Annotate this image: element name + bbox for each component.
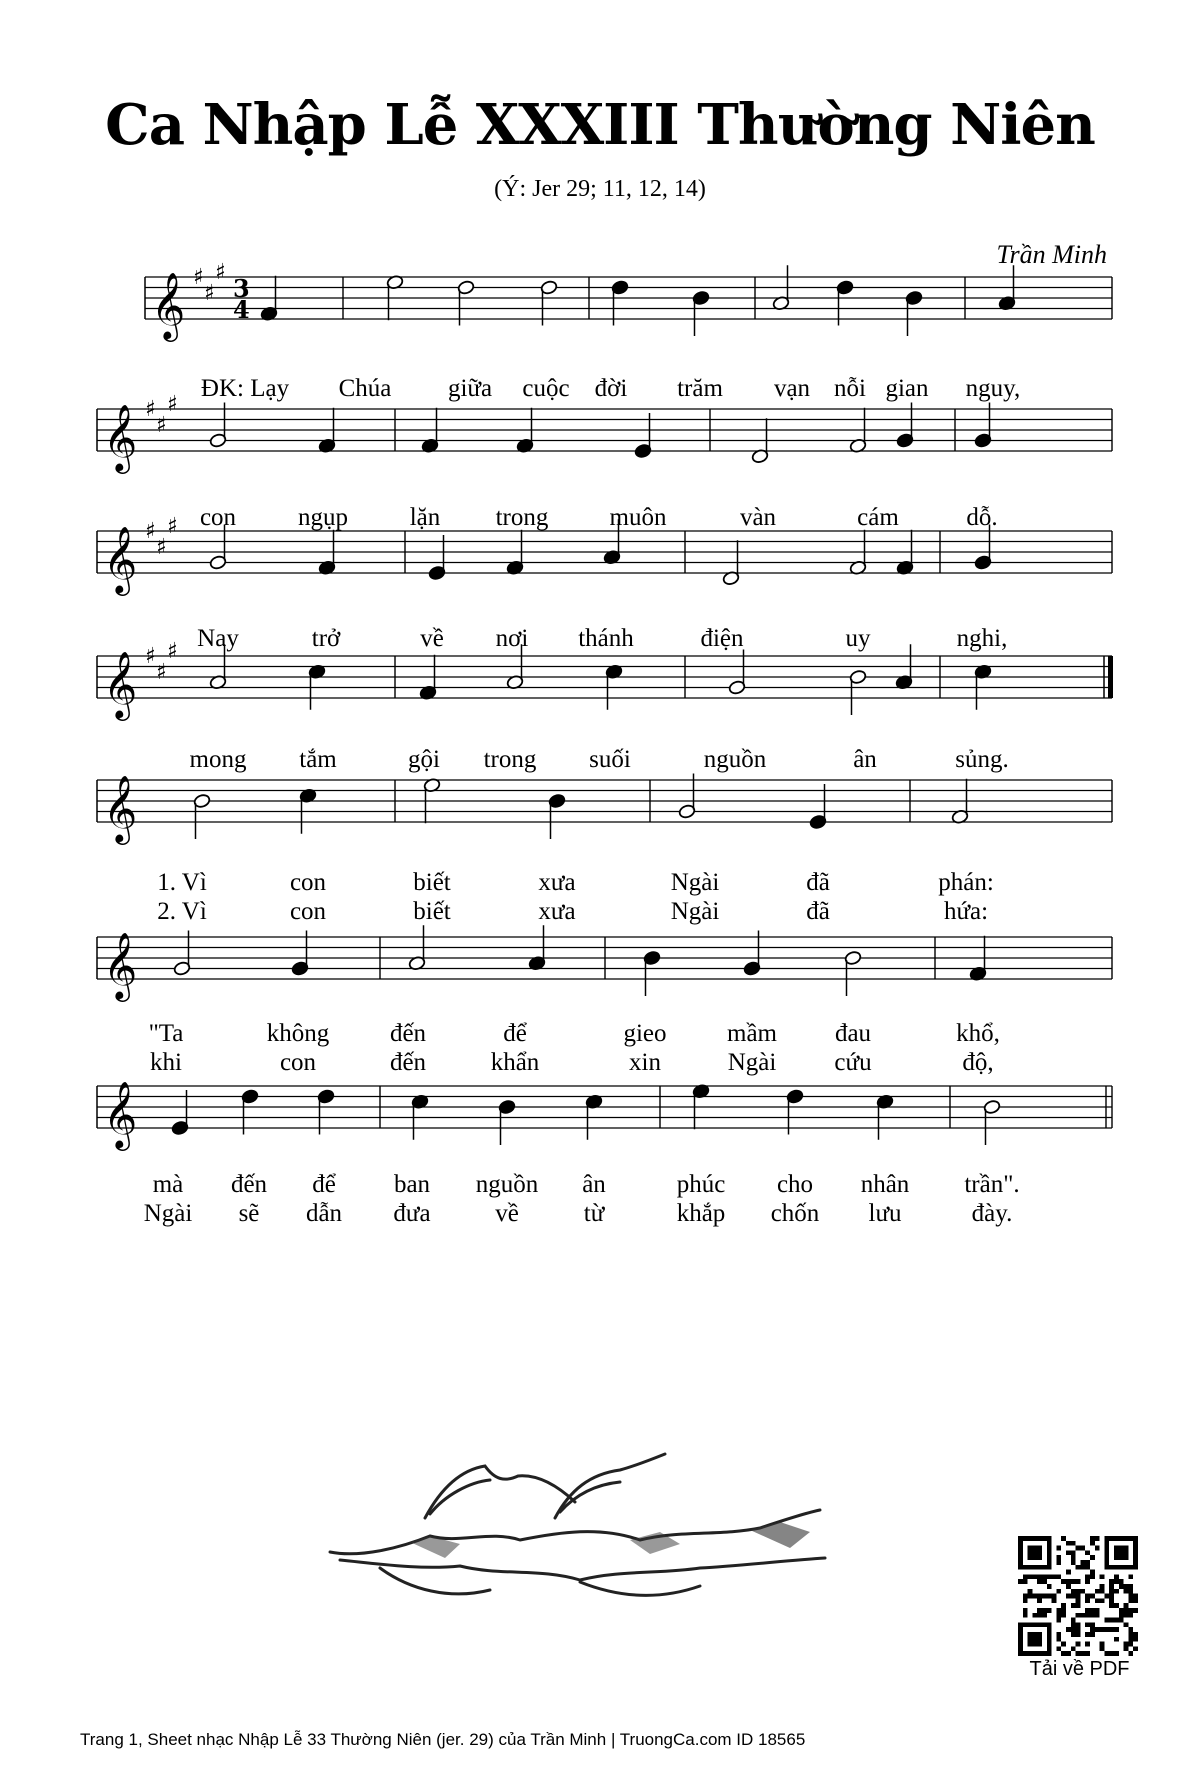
qr-module bbox=[1085, 1594, 1090, 1599]
qr-module bbox=[1090, 1536, 1095, 1541]
lyric-syllable: giữa bbox=[447, 375, 493, 402]
qr-module bbox=[1042, 1574, 1047, 1579]
lyric-syllable: trong bbox=[483, 746, 537, 773]
lyric-syllable: trở bbox=[311, 625, 341, 652]
qr-module bbox=[1124, 1589, 1129, 1594]
qr-module bbox=[1133, 1594, 1138, 1599]
lyric-syllable: gieo bbox=[623, 1020, 667, 1047]
lyric-syllable: uy bbox=[845, 625, 871, 652]
qr-module bbox=[1100, 1646, 1105, 1651]
lyric-syllable: biết bbox=[413, 869, 451, 896]
lyric-syllable: đày. bbox=[971, 1200, 1013, 1227]
qr-module bbox=[1080, 1613, 1085, 1618]
qr-module bbox=[1090, 1541, 1095, 1546]
qr-module bbox=[1114, 1579, 1119, 1584]
qr-module bbox=[1056, 1613, 1061, 1618]
lyric-syllable: Chúa bbox=[338, 375, 392, 402]
lyric-syllable: hứa: bbox=[943, 898, 989, 925]
qr-module bbox=[1090, 1608, 1095, 1613]
qr-module bbox=[1037, 1613, 1042, 1618]
qr-module bbox=[1071, 1646, 1076, 1651]
qr-module bbox=[1080, 1565, 1085, 1570]
qr-module bbox=[1133, 1632, 1138, 1637]
qr-module bbox=[1104, 1594, 1109, 1599]
qr-module bbox=[1037, 1594, 1042, 1599]
qr-module bbox=[1076, 1594, 1081, 1599]
qr-module bbox=[1056, 1608, 1061, 1613]
lyric-syllable: đến bbox=[389, 1049, 427, 1076]
qr-module bbox=[1133, 1646, 1138, 1651]
treble-clef: 𝄞 bbox=[103, 650, 138, 718]
qr-module bbox=[1076, 1622, 1081, 1627]
qr-module bbox=[1095, 1608, 1100, 1613]
page-title: Ca Nhập Lễ XXXIII Thường Niên bbox=[105, 92, 1095, 158]
qr-module bbox=[1114, 1637, 1119, 1642]
sharp-sign: ♯ bbox=[156, 534, 167, 560]
qr-module bbox=[1066, 1594, 1071, 1599]
qr-module bbox=[1104, 1651, 1109, 1656]
lyric-syllable: gội bbox=[408, 746, 440, 773]
qr-module bbox=[1090, 1627, 1095, 1632]
composer-name: Trần Minh bbox=[996, 240, 1107, 269]
qr-module bbox=[1037, 1598, 1042, 1603]
qr-module bbox=[1114, 1589, 1119, 1594]
lyric-syllable: con bbox=[199, 504, 237, 531]
page-footer: Trang 1, Sheet nhạc Nhập Lễ 33 Thường Niên (jer. 29) của Trần Minh | TruongCa.com ID 18565 bbox=[80, 1730, 806, 1749]
lyric-syllable: trần". bbox=[964, 1171, 1020, 1198]
qr-module bbox=[1114, 1651, 1119, 1656]
qr-module bbox=[1056, 1632, 1061, 1637]
qr-module bbox=[1119, 1608, 1124, 1613]
qr-module bbox=[1080, 1546, 1085, 1551]
lyric-syllable: dỗ. bbox=[966, 504, 998, 531]
qr-module bbox=[1128, 1608, 1133, 1613]
qr-module bbox=[1133, 1637, 1138, 1642]
qr-module bbox=[1066, 1541, 1071, 1546]
qr-module bbox=[1056, 1560, 1061, 1565]
qr-module bbox=[1128, 1632, 1133, 1637]
qr-module bbox=[1090, 1555, 1095, 1560]
qr-module bbox=[1052, 1594, 1057, 1599]
lyric-syllable: con bbox=[289, 869, 327, 896]
treble-clef: 𝄞 bbox=[151, 271, 186, 339]
lyric-syllable: độ, bbox=[962, 1049, 994, 1076]
sharp-sign: ♯ bbox=[215, 259, 226, 285]
qr-module bbox=[1124, 1608, 1129, 1613]
sharp-sign: ♯ bbox=[145, 644, 156, 669]
lyric-syllable: khổ, bbox=[956, 1020, 1000, 1047]
sharp-sign: ♯ bbox=[204, 280, 215, 306]
final-barline bbox=[1108, 656, 1113, 698]
qr-module bbox=[1124, 1642, 1129, 1647]
qr-module bbox=[1080, 1651, 1085, 1656]
lyric-syllable: đau bbox=[834, 1020, 872, 1047]
qr-module bbox=[1119, 1613, 1124, 1618]
qr-module bbox=[1076, 1565, 1081, 1570]
qr-module bbox=[1085, 1608, 1090, 1613]
qr-module bbox=[1128, 1627, 1133, 1632]
qr-module bbox=[1104, 1627, 1109, 1632]
qr-module bbox=[1023, 1608, 1028, 1613]
qr-module bbox=[1109, 1594, 1114, 1599]
qr-module bbox=[1080, 1560, 1085, 1565]
qr-module bbox=[1128, 1589, 1133, 1594]
qr-module bbox=[1100, 1642, 1105, 1647]
lyric-syllable: đời bbox=[594, 375, 628, 402]
qr-module bbox=[1061, 1608, 1066, 1613]
qr-module bbox=[1018, 1579, 1023, 1584]
qr-module bbox=[1066, 1579, 1071, 1584]
lyric-syllable: muôn bbox=[609, 504, 667, 531]
lyric-syllable: khắp bbox=[676, 1200, 726, 1227]
lyric-syllable: cứu bbox=[834, 1049, 872, 1076]
lyric-syllable: gian bbox=[885, 375, 929, 402]
lyric-syllable: trong bbox=[495, 504, 549, 531]
qr-module bbox=[1085, 1642, 1090, 1647]
qr-module bbox=[1109, 1584, 1114, 1589]
qr-module bbox=[1076, 1632, 1081, 1637]
qr-module bbox=[1100, 1598, 1105, 1603]
treble-clef: 𝄞 bbox=[103, 931, 138, 999]
qr-module bbox=[1061, 1651, 1066, 1656]
qr-module bbox=[1133, 1608, 1138, 1613]
lyric-syllable: ĐK: Lạy bbox=[200, 375, 290, 402]
lyric-syllable: đã bbox=[806, 869, 830, 896]
qr-module bbox=[1085, 1579, 1090, 1584]
qr-module bbox=[1066, 1627, 1071, 1632]
qr-module bbox=[1095, 1589, 1100, 1594]
qr-module bbox=[1032, 1613, 1037, 1618]
qr-module bbox=[1109, 1627, 1114, 1632]
lyric-syllable: nguồn bbox=[703, 746, 767, 773]
qr-module bbox=[1023, 1574, 1028, 1579]
lyric-syllable: nguồn bbox=[475, 1171, 539, 1198]
qr-module bbox=[1076, 1651, 1081, 1656]
lyric-syllable: về bbox=[495, 1200, 519, 1227]
qr-module bbox=[1056, 1637, 1061, 1642]
qr-module bbox=[1028, 1632, 1042, 1646]
qr-module bbox=[1047, 1584, 1052, 1589]
lyric-syllable: mầm bbox=[727, 1020, 777, 1047]
lyric-syllable: con bbox=[279, 1049, 317, 1076]
qr-module bbox=[1100, 1584, 1105, 1589]
qr-module bbox=[1056, 1555, 1061, 1560]
qr-module bbox=[1071, 1541, 1076, 1546]
qr-module bbox=[1119, 1584, 1124, 1589]
sharp-sign: ♯ bbox=[193, 265, 204, 290]
qr-module bbox=[1076, 1589, 1081, 1594]
lyric-syllable: tắm bbox=[299, 746, 337, 773]
qr-module bbox=[1100, 1589, 1105, 1594]
birds-and-hills-illustration bbox=[320, 1440, 880, 1610]
sharp-sign: ♯ bbox=[167, 513, 178, 539]
qr-module bbox=[1061, 1536, 1066, 1541]
qr-module bbox=[1128, 1594, 1133, 1599]
qr-module bbox=[1071, 1622, 1076, 1627]
qr-module bbox=[1090, 1632, 1095, 1637]
qr-module bbox=[1095, 1546, 1100, 1551]
qr-module bbox=[1109, 1651, 1114, 1656]
qr-module bbox=[1071, 1627, 1076, 1632]
lyric-syllable: khi bbox=[150, 1049, 182, 1076]
qr-module bbox=[1071, 1603, 1076, 1608]
qr-module bbox=[1119, 1618, 1124, 1623]
qr-module bbox=[1032, 1594, 1037, 1599]
lyric-syllable: lặn bbox=[409, 504, 441, 531]
sharp-sign: ♯ bbox=[156, 412, 167, 438]
qr-module bbox=[1085, 1651, 1090, 1656]
qr-module bbox=[1023, 1579, 1028, 1584]
lyric-syllable: phán: bbox=[938, 869, 994, 896]
qr-module bbox=[1085, 1622, 1090, 1627]
qr-module bbox=[1109, 1603, 1114, 1608]
sharp-sign: ♯ bbox=[145, 397, 156, 422]
lyric-syllable: 2. Vì bbox=[157, 898, 207, 925]
treble-clef: 𝄞 bbox=[103, 403, 138, 471]
lyric-syllable: con bbox=[289, 898, 327, 925]
qr-module bbox=[1114, 1627, 1119, 1632]
qr-module bbox=[1104, 1618, 1109, 1623]
qr-module bbox=[1095, 1598, 1100, 1603]
lyric-syllable: nguy, bbox=[965, 375, 1021, 402]
qr-module bbox=[1056, 1646, 1061, 1651]
lyric-syllable: lưu bbox=[868, 1200, 902, 1227]
lyric-syllable: thánh bbox=[578, 625, 634, 652]
qr-module bbox=[1109, 1618, 1114, 1623]
qr-module bbox=[1124, 1584, 1129, 1589]
qr-module bbox=[1071, 1560, 1076, 1565]
lyric-syllable: vạn bbox=[773, 375, 811, 402]
qr-module bbox=[1085, 1574, 1090, 1579]
qr-module bbox=[1076, 1603, 1081, 1608]
lyric-syllable: không bbox=[266, 1020, 330, 1047]
lyric-syllable: đã bbox=[806, 898, 830, 925]
qr-module bbox=[1056, 1574, 1061, 1579]
sharp-sign: ♯ bbox=[167, 638, 178, 664]
lyric-syllable: sủng. bbox=[955, 746, 1009, 773]
qr-module bbox=[1071, 1618, 1076, 1623]
qr-module bbox=[1109, 1589, 1114, 1594]
qr-module bbox=[1052, 1598, 1057, 1603]
lyric-syllable: nghi, bbox=[956, 625, 1008, 652]
qr-module bbox=[1052, 1574, 1057, 1579]
treble-clef: 𝄞 bbox=[103, 774, 138, 842]
download-pdf-label[interactable]: Tải về PDF bbox=[1029, 1658, 1130, 1680]
qr-module bbox=[1047, 1574, 1052, 1579]
qr-module bbox=[1100, 1574, 1105, 1579]
lyric-syllable: dẫn bbox=[305, 1200, 343, 1227]
qr-module bbox=[1037, 1574, 1042, 1579]
qr-module bbox=[1042, 1594, 1047, 1599]
lyric-syllable: đến bbox=[230, 1171, 268, 1198]
qr-module bbox=[1128, 1613, 1133, 1618]
qr-module bbox=[1085, 1565, 1090, 1570]
lyric-syllable: Ngài bbox=[143, 1200, 193, 1227]
qr-module bbox=[1061, 1613, 1066, 1618]
qr-module bbox=[1090, 1574, 1095, 1579]
qr-module bbox=[1109, 1598, 1114, 1603]
qr-module bbox=[1114, 1546, 1128, 1560]
lyric-syllable: nỗi bbox=[834, 375, 866, 402]
qr-module bbox=[1128, 1598, 1133, 1603]
qr-module bbox=[1076, 1598, 1081, 1603]
qr-module bbox=[1028, 1574, 1033, 1579]
lyric-syllable: biết bbox=[413, 898, 451, 925]
qr-module bbox=[1028, 1546, 1042, 1560]
qr-module bbox=[1028, 1594, 1033, 1599]
qr-module bbox=[1090, 1613, 1095, 1618]
qr-module bbox=[1095, 1536, 1100, 1541]
qr-module bbox=[1042, 1613, 1047, 1618]
qr-module bbox=[1128, 1642, 1133, 1647]
qr-module bbox=[1128, 1584, 1133, 1589]
lyric-syllable: cho bbox=[776, 1171, 814, 1198]
qr-module bbox=[1023, 1594, 1028, 1599]
lyric-syllable: đưa bbox=[393, 1200, 431, 1227]
lyric-syllable: về bbox=[420, 625, 444, 652]
lyric-syllable: để bbox=[312, 1171, 336, 1198]
qr-module bbox=[1085, 1550, 1090, 1555]
qr-module bbox=[1028, 1589, 1033, 1594]
lyric-syllable: vàn bbox=[739, 504, 777, 531]
qr-module bbox=[1061, 1642, 1066, 1647]
time-signature-bottom: 4 bbox=[233, 294, 250, 324]
qr-module bbox=[1085, 1613, 1090, 1618]
lyric-syllable: xưa bbox=[538, 898, 576, 925]
qr-module bbox=[1128, 1637, 1133, 1642]
lyric-syllable: từ bbox=[583, 1200, 605, 1227]
lyric-syllable: sẽ bbox=[238, 1200, 260, 1227]
qr-module bbox=[1066, 1651, 1071, 1656]
qr-module bbox=[1124, 1622, 1129, 1627]
qr-module bbox=[1071, 1555, 1076, 1560]
qr-module bbox=[1042, 1608, 1047, 1613]
lyric-syllable: ân bbox=[582, 1171, 606, 1198]
lyric-syllable: đến bbox=[389, 1020, 427, 1047]
lyric-syllable: mà bbox=[152, 1171, 184, 1198]
lyric-syllable: nhân bbox=[860, 1171, 910, 1198]
lyric-syllable: Ngài bbox=[670, 869, 720, 896]
scripture-reference: (Ý: Jer 29; 11, 12, 14) bbox=[494, 176, 706, 202]
qr-module bbox=[1095, 1627, 1100, 1632]
time-signature-top: 3 bbox=[233, 273, 250, 303]
lyric-syllable: cuộc bbox=[522, 375, 570, 402]
qr-module bbox=[1080, 1589, 1085, 1594]
lyric-syllable: xin bbox=[629, 1049, 661, 1076]
qr-module bbox=[1076, 1642, 1081, 1647]
qr-module bbox=[1042, 1579, 1047, 1584]
lyric-syllable: cám bbox=[857, 504, 899, 531]
qr-module bbox=[1056, 1618, 1061, 1623]
qr-module bbox=[1061, 1603, 1066, 1608]
lyric-syllable: nơi bbox=[495, 625, 529, 652]
lyric-syllable: 1. Vì bbox=[157, 869, 207, 896]
qr-module bbox=[1128, 1651, 1133, 1656]
qr-module bbox=[1100, 1627, 1105, 1632]
lyric-syllable: phúc bbox=[676, 1171, 726, 1198]
qr-module bbox=[1124, 1613, 1129, 1618]
lyric-syllable: ngụp bbox=[298, 504, 348, 531]
qr-module bbox=[1114, 1574, 1119, 1579]
qr-module bbox=[1047, 1608, 1052, 1613]
qr-module bbox=[1032, 1574, 1037, 1579]
qr-module bbox=[1085, 1632, 1090, 1637]
qr-module bbox=[1066, 1570, 1071, 1575]
qr-module bbox=[1037, 1608, 1042, 1613]
qr-module bbox=[1023, 1613, 1028, 1618]
qr-module bbox=[1119, 1579, 1124, 1584]
qr-module bbox=[1090, 1622, 1095, 1627]
qr-module bbox=[1056, 1546, 1061, 1551]
qr-module bbox=[1076, 1579, 1081, 1584]
qr-module bbox=[1071, 1550, 1076, 1555]
treble-clef: 𝄞 bbox=[103, 1080, 138, 1148]
qr-module bbox=[1124, 1603, 1129, 1608]
lyric-syllable: suối bbox=[589, 746, 631, 773]
treble-clef: 𝄞 bbox=[103, 525, 138, 593]
qr-module bbox=[1061, 1579, 1066, 1584]
qr-module bbox=[1085, 1560, 1090, 1565]
qr-module bbox=[1047, 1594, 1052, 1599]
qr-module bbox=[1071, 1579, 1076, 1584]
qr-module bbox=[1076, 1546, 1081, 1551]
qr-module bbox=[1056, 1589, 1061, 1594]
qr-module bbox=[1037, 1579, 1042, 1584]
qr-module bbox=[1076, 1613, 1081, 1618]
qr-module bbox=[1071, 1632, 1076, 1637]
qr-module bbox=[1085, 1598, 1090, 1603]
lyric-syllable: ân bbox=[853, 746, 877, 773]
lyric-syllable: trăm bbox=[677, 375, 723, 402]
qr-code[interactable] bbox=[1018, 1536, 1138, 1656]
qr-module bbox=[1090, 1594, 1095, 1599]
qr-module bbox=[1066, 1584, 1071, 1589]
lyric-syllable: khẩn bbox=[490, 1049, 540, 1076]
qr-module bbox=[1023, 1598, 1028, 1603]
qr-module bbox=[1114, 1603, 1119, 1608]
qr-module bbox=[1095, 1613, 1100, 1618]
qr-module bbox=[1124, 1646, 1129, 1651]
sharp-sign: ♯ bbox=[156, 659, 167, 685]
qr-module bbox=[1090, 1570, 1095, 1575]
qr-module bbox=[1109, 1579, 1114, 1584]
qr-module bbox=[1076, 1627, 1081, 1632]
sharp-sign: ♯ bbox=[145, 519, 156, 544]
sharp-sign: ♯ bbox=[167, 391, 178, 417]
lyric-syllable: điện bbox=[700, 625, 744, 652]
lyric-syllable: ban bbox=[393, 1171, 431, 1198]
qr-module bbox=[1114, 1618, 1119, 1623]
qr-module bbox=[1071, 1594, 1076, 1599]
qr-module bbox=[1071, 1589, 1076, 1594]
qr-module bbox=[1133, 1598, 1138, 1603]
qr-module bbox=[1128, 1574, 1133, 1579]
lyric-syllable: Ngài bbox=[727, 1049, 777, 1076]
lyric-syllable: Nay bbox=[197, 625, 239, 652]
lyric-syllable: mong bbox=[189, 746, 247, 773]
lyric-syllable: "Ta bbox=[148, 1020, 184, 1047]
lyric-syllable: chốn bbox=[770, 1200, 820, 1227]
lyric-syllable: Ngài bbox=[670, 898, 720, 925]
lyric-syllable: để bbox=[503, 1020, 527, 1047]
qr-module bbox=[1066, 1550, 1071, 1555]
lyric-syllable: xưa bbox=[538, 869, 576, 896]
